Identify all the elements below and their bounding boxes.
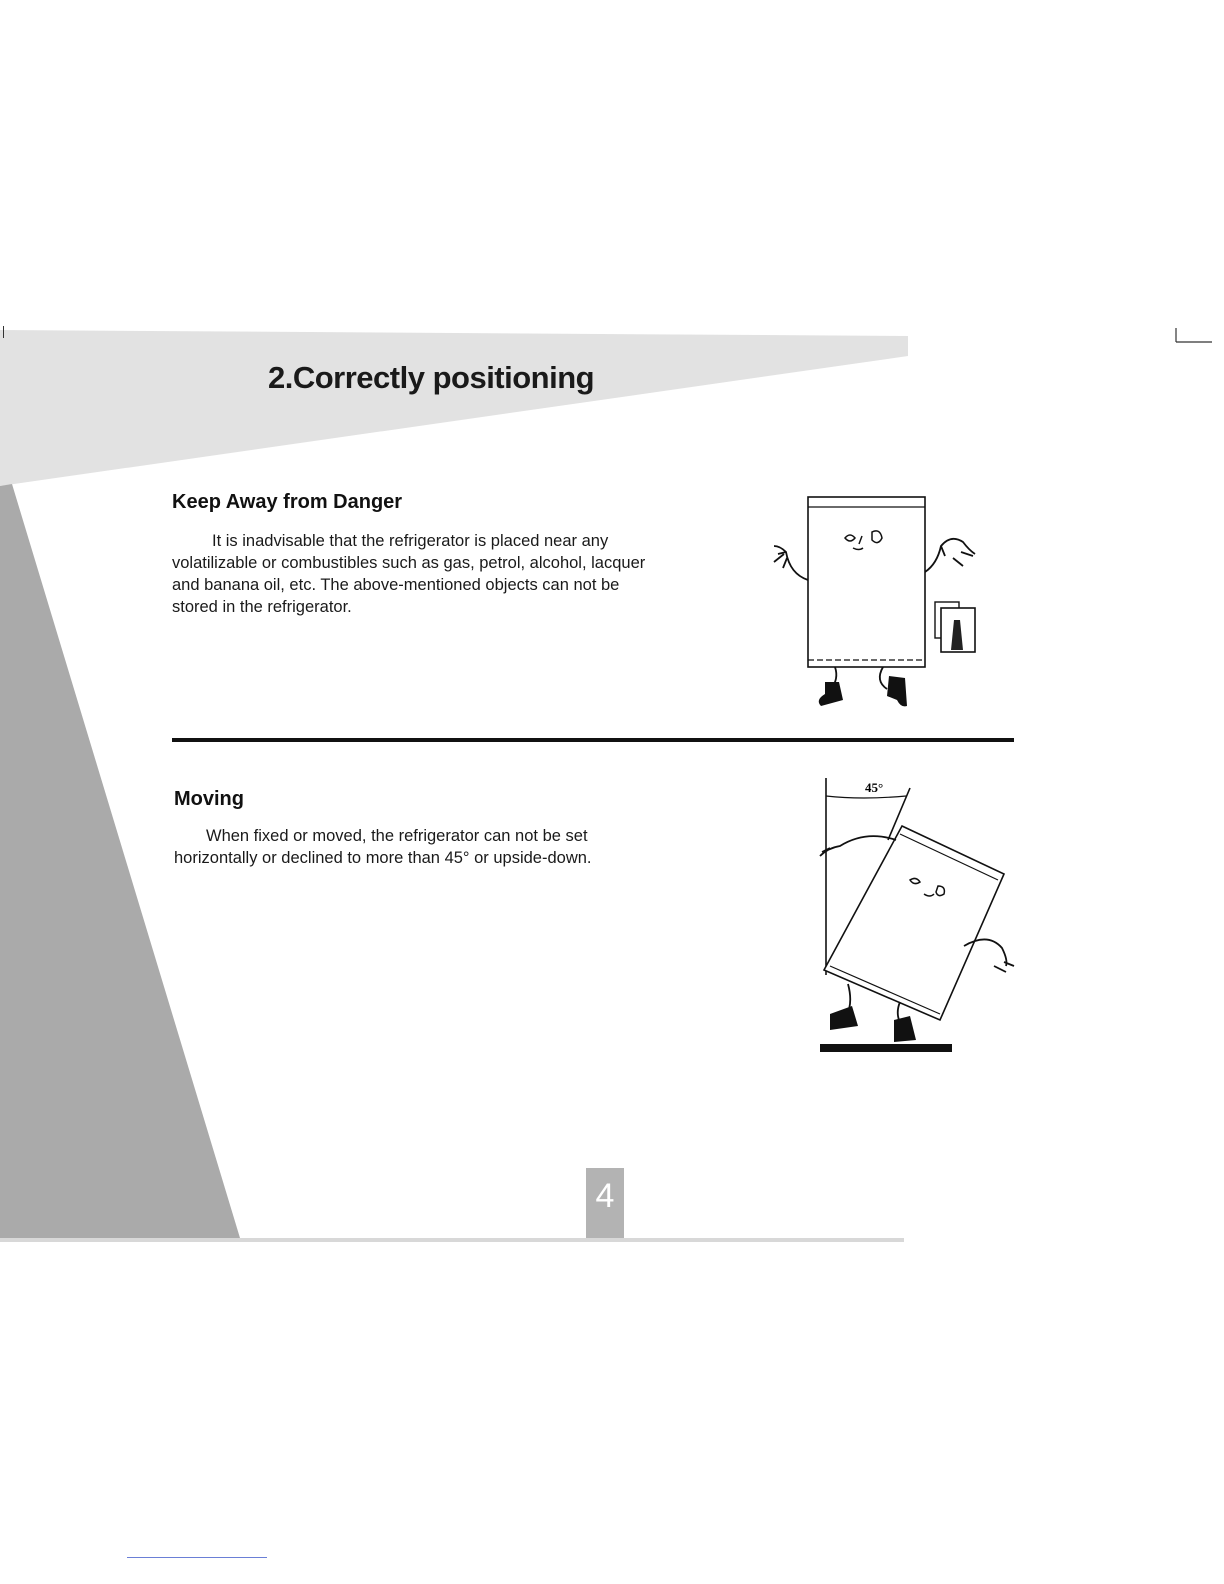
section-heading-moving: Moving [174,788,244,810]
page-number: 4 [586,1168,624,1238]
section-heading-danger: Keep Away from Danger [172,491,403,513]
text-line: volatilizable or combustibles such as gas, petrol, alcohol, lacquer [172,554,646,572]
bottom-rule [127,1557,267,1558]
crop-mark [1170,326,1214,346]
refrigerator-tilt-illustration [808,770,1028,1060]
text-line: It is inadvisable that the refrigerator is placed near any [212,532,609,550]
text-line: When fixed or moved, the refrigerator can not be set [206,827,588,845]
header-banner [0,330,908,486]
page-title: 2.Correctly positioning [268,360,595,395]
section-text-moving [174,825,694,869]
angle-label: 45° [865,780,884,795]
left-edge-mark [3,326,4,338]
section-divider [172,738,1014,742]
text-line: stored in the refrigerator. [172,598,352,616]
section-text-danger [172,530,742,618]
footer-rule [0,1238,904,1242]
text-line: horizontally or declined to more than 45° or upside-down. [174,849,592,867]
refrigerator-danger-illustration [765,492,985,714]
text-line: and banana oil, etc. The above-mentioned objects can not be [172,576,620,594]
